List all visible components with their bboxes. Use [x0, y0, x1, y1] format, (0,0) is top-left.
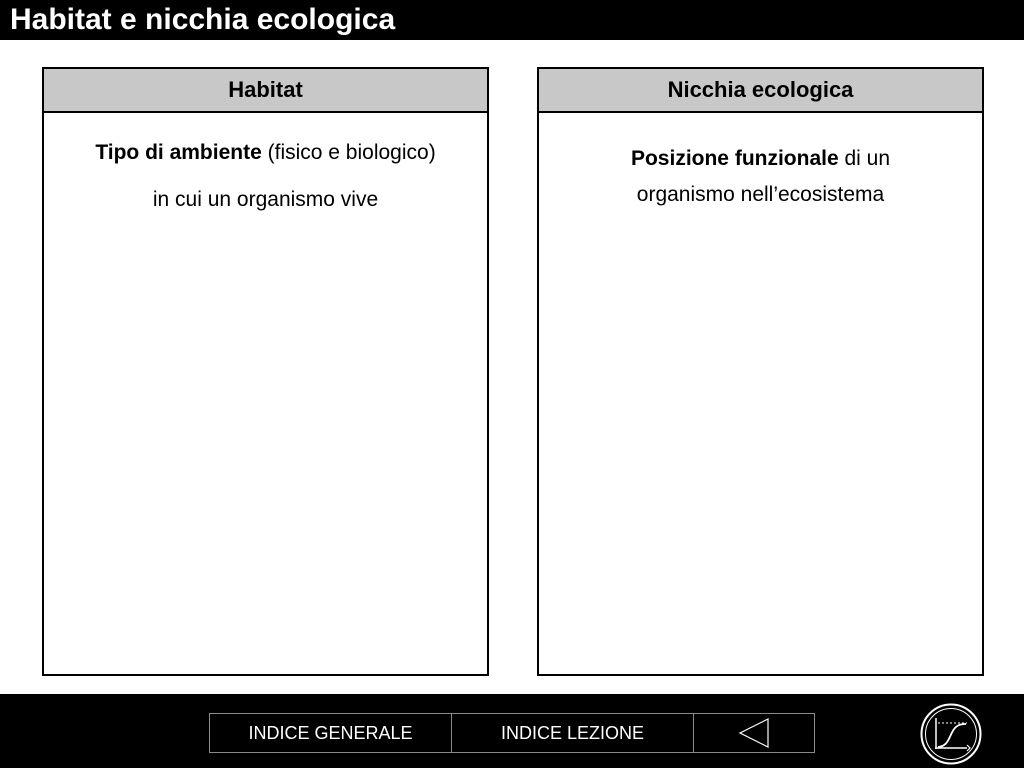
growth-curve-logo-icon[interactable]	[920, 703, 982, 765]
niche-card-body	[539, 113, 982, 213]
habitat-definition-line1	[54, 129, 477, 176]
habitat-card-body	[44, 113, 487, 223]
habitat-card	[42, 67, 489, 676]
habitat-definition-bold: Tipo di ambiente	[95, 141, 262, 164]
niche-definition-line1	[549, 141, 972, 177]
niche-card	[537, 67, 984, 676]
niche-definition-bold: Posizione funzionale	[630, 147, 839, 170]
niche-definition-rest: di un	[838, 147, 891, 170]
back-button[interactable]	[694, 714, 814, 752]
page-title: Habitat e nicchia ecologica	[10, 3, 396, 36]
habitat-definition-rest: (fisico e biologico)	[261, 141, 436, 164]
title-bar	[0, 0, 1024, 40]
footer-nav	[209, 713, 815, 753]
habitat-card-heading: Habitat	[44, 69, 487, 113]
niche-definition-line2: organismo nell’ecosistema	[636, 183, 885, 206]
footer-bar	[0, 694, 1024, 768]
lesson-index-button[interactable]: INDICE LEZIONE	[452, 714, 694, 752]
niche-card-heading: Nicchia ecologica	[539, 69, 982, 113]
habitat-definition-line2: in cui un organismo vive	[152, 188, 379, 211]
triangle-left-icon	[737, 717, 771, 749]
general-index-button[interactable]: INDICE GENERALE	[210, 714, 452, 752]
